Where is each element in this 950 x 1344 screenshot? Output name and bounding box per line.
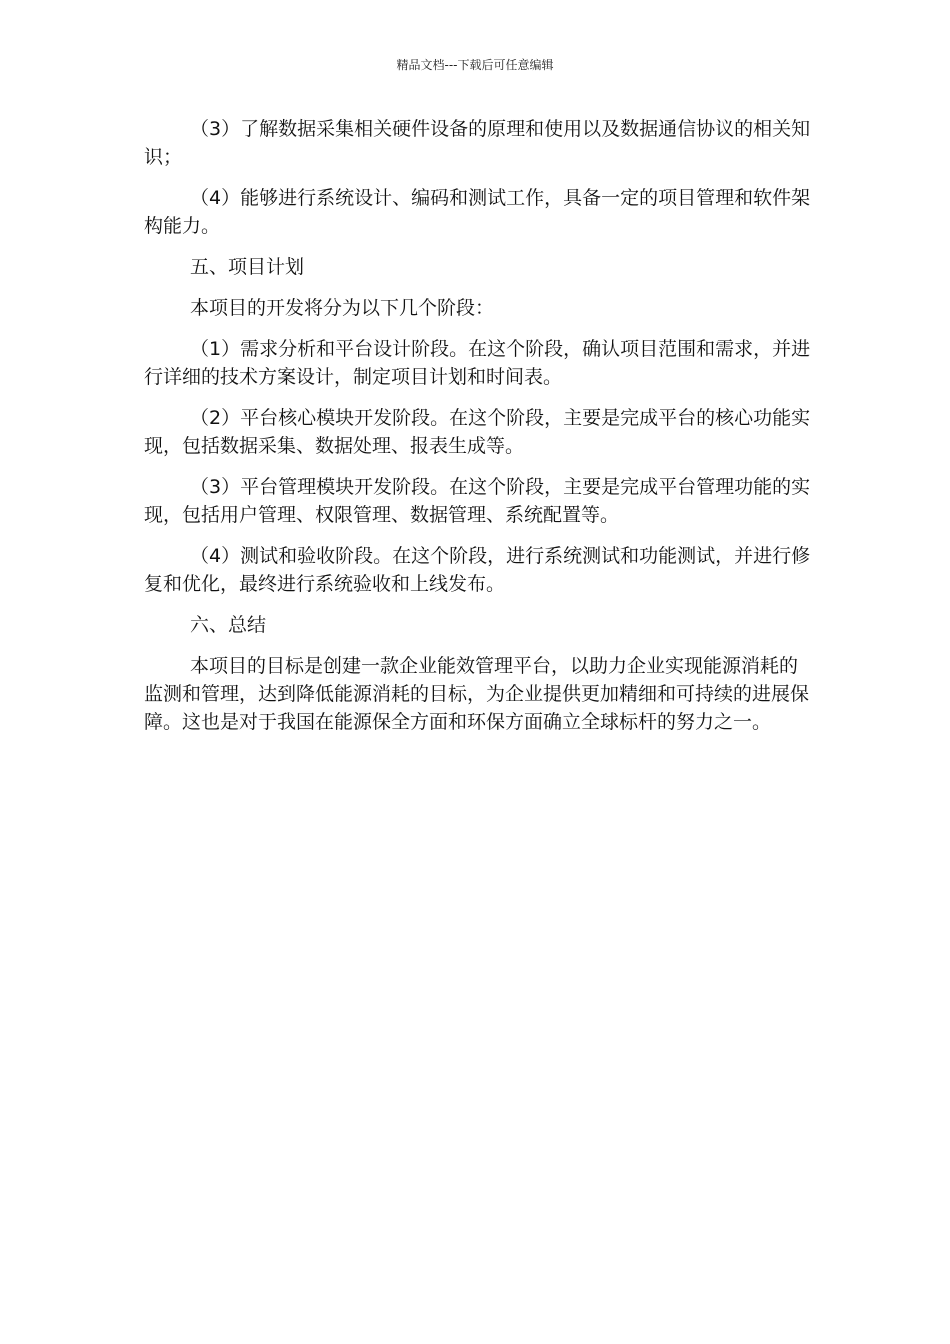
paragraph-requirement-3: （3）了解数据采集相关硬件设备的原理和使用以及数据通信协议的相关知识； bbox=[144, 118, 811, 168]
paragraph-phase-4: （4）测试和验收阶段。在这个阶段，进行系统测试和功能测试，并进行修复和优化，最终进行系统验收和上线发布。 bbox=[144, 545, 811, 595]
section-heading-plan: 五、项目计划 bbox=[190, 256, 305, 278]
paragraph-plan-intro: 本项目的开发将分为以下几个阶段： bbox=[190, 297, 495, 319]
section-heading-summary: 六、总结 bbox=[190, 614, 267, 636]
paragraph-phase-1: （1）需求分析和平台设计阶段。在这个阶段，确认项目范围和需求，并进行详细的技术方案设计，制定项目计划和时间表。 bbox=[144, 338, 811, 388]
paragraph-phase-2: （2）平台核心模块开发阶段。在这个阶段，主要是完成平台的核心功能实现，包括数据采集、数据处理、报表生成等。 bbox=[144, 407, 811, 457]
paragraph-requirement-4: （4）能够进行系统设计、编码和测试工作，具备一定的项目管理和软件架构能力。 bbox=[144, 187, 811, 237]
page-header: 精品文档---下载后可任意编辑 bbox=[396, 58, 554, 72]
document-body bbox=[144, 115, 812, 749]
paragraph-phase-3: （3）平台管理模块开发阶段。在这个阶段，主要是完成平台管理功能的实现，包括用户管理、权限管理、数据管理、系统配置等。 bbox=[144, 476, 811, 526]
paragraph-summary: 本项目的目标是创建一款企业能效管理平台，以助力企业实现能源消耗的监测和管理，达到降低能源消耗的目标，为企业提供更加精细和可持续的进展保障。这也是对于我国在能源保全方面和环保方面确立全球标杆的努力之一。 bbox=[144, 655, 810, 733]
